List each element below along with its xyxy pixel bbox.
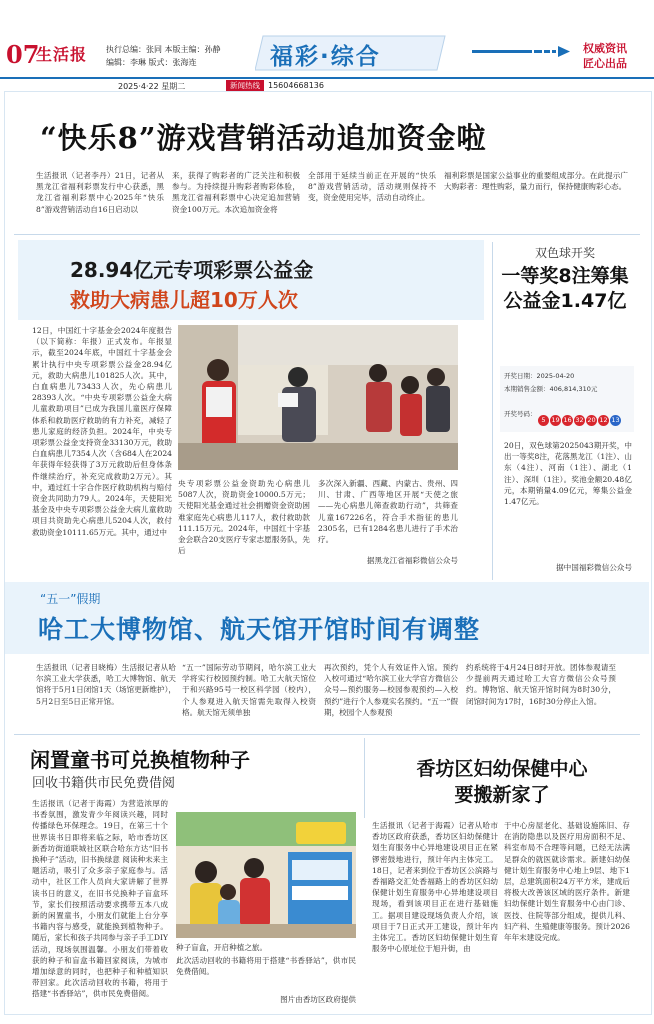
lottery-kicker: 双色球开奖: [534, 246, 595, 260]
article1-col2: 来，获得了购彩者的广泛关注和积极参与。为持续提升购彩者购彩体验，黑龙江省福利彩票中心决定追加营销资金100万元。本次追加资金将: [172, 171, 300, 214]
article1-col3: 全部用于延续当前正在开展的“快乐8”游戏营销活动，活动规则保持不变，资金使用完毕，活动自动终止。: [308, 171, 436, 203]
photo-credit: 图片由香坊区政府提供: [280, 995, 356, 1004]
article3-kicker: “五一”假期: [40, 592, 101, 606]
lottery-balls: [538, 407, 622, 426]
editor-line-2: 编辑：李琳 版式：张海连: [106, 58, 197, 67]
kids-image: [176, 812, 356, 938]
red-ball: 16: [563, 416, 572, 424]
article2-source: 据黑龙江省福彩微信公众号: [366, 556, 458, 565]
hotline-label: 新闻热线: [226, 80, 264, 91]
article4-body: 生活报讯（记者于海霞）为营造浓厚的书香氛围，激发青少年阅读兴趣，同时传播绿色环保理念。19日，在第三十个世界读书日即将来临之际，哈市香坊区新香坊街道联城社区联合哈东方达“旧书换种子”活动，旧书换绿意 阅读种未来主题活动，吸引了众多亲子家庭参与。活动中，社区工作人员向大家讲解了世界读书日的意义，在旧书兑换种子盲盒环节，家长们按照活动要求携带五本八成新的闲置童书，小朋友们就能上台分享书籍内容与感受，就能换到植物种子。随后，家长和孩子共同参与亲子手工DIY活动，现场氛围温馨。小朋友们带着收获的种子和盲盒书籍回家阅读，为城市增加绿意的同时，也把种子和种植知识带回家。此次活动回收的书籍，将用于搭建“书香驿站”，供市民免费借阅。: [32, 799, 168, 999]
lottery-sales: 本期销售金额：406,814,310元: [504, 385, 598, 393]
page-number: 07: [6, 40, 40, 69]
lottery-source: 据中国福彩微信公众号: [556, 563, 632, 572]
article3-col4: 约系统将于4月24日8时开放。团体参观请至少提前两天通过哈工大官方微信公众号预约。博物馆、航天馆开馆时间为8时30分，闭馆时间为17时，16时30分停止入馆。: [466, 663, 616, 706]
arrow-decoration: [472, 44, 572, 60]
volunteers-image: [178, 325, 458, 470]
article1-col4: 福利彩票是国家公益事业的重要组成部分。在此提示广大购彩者：理性购彩，量力而行，保持健康购彩心态。: [444, 171, 628, 192]
red-ball: 19: [551, 416, 560, 424]
article2-col1: 12日，中国红十字基金会2024年度报告（以下简称：年报）正式发布。年报显示，截至2024年底，中国红十字基金会累计执行中央专项彩票公益金28.94亿元，救助大病患儿101825人次。其中，白血病患儿73433人次，先心病患儿28393人次。“中央专项彩票公益金大病儿童救助项目”已成为我国儿童医疗保障体系和救助医疗救助的有力补充，减轻了患儿家庭的经济负担。2024年，中央专项彩票公益金支持资金33130万元，救助白血病患儿7354人次（含684人在2024年获得年轻获得了3万元救助后但身体条件继续治疗，补充完成救助2万元）。其中，通过红十字合作医疗救助机构与赔付资金共同助力79人。2024年，天使阳光基金及中央专项彩票公益金大病儿童救助项目共资助先心病患儿5204人次，救付救助资金10111.65万元。其中，通过中: [32, 326, 172, 537]
lottery-draw-date: 开奖日期：2025-04-20: [504, 372, 575, 380]
section-title: 福彩·综合: [270, 44, 381, 70]
red-ball: 32: [575, 416, 584, 424]
article5-headline-1: 香坊区妇幼保健中心: [416, 758, 588, 780]
arrow-icon: [472, 44, 572, 60]
article2-headline-2: 救助大病患儿超10万人次: [70, 288, 298, 312]
slogan-line-1: 权威资讯: [583, 42, 627, 55]
divider: [14, 734, 640, 735]
article1-col1: 生活报讯（记者李丹）21日，记者从黑龙江省福利彩票发行中心获悉，黑龙江省福利彩票中心2025年“快乐8”游戏营销活动自16日启动以: [36, 171, 164, 214]
slogan: [583, 41, 627, 71]
blue-ball: 13: [611, 416, 620, 424]
lottery-body: 20日，双色球第2025043期开奖，中出一等奖8注，花落黑龙江（1注）、山东（4注）、河南（1注）、湖北（1注）、深圳（1注）。奖池金额20.48亿元，本期销量4.09亿元，筹集公益金1.47亿元。: [504, 441, 632, 507]
article3-col2: “五一”国际劳动节期间，哈尔滨工业大学将实行校园预约制。哈工大航天馆位于和兴路95号一校区科学园（校内），个人参观进入航天馆需先取得入校资格。航天馆无须单独: [182, 663, 316, 717]
article1-headline: “快乐8”游戏营销活动追加资金啦: [40, 121, 487, 155]
article4-headline: 闲置童书可兑换植物种子: [30, 748, 250, 772]
article3-col1: 生活报讯（记者目晓梅）生活报记者从哈尔滨工业大学获悉，哈工大博物馆、航天馆将于5月1日闭馆1天（场馆更新维护），5月2日至5日正常开馆。: [36, 663, 176, 706]
article4-subhead: 回收书籍供市民免费借阅: [32, 776, 176, 791]
red-ball: 12: [599, 416, 608, 424]
hotline-number: 15604668136: [268, 81, 324, 90]
paper-logo: 生活报: [36, 45, 88, 64]
lottery-numbers-label: 开奖号码：: [504, 410, 537, 418]
lottery-headline: 一等奖8注筹集公益金1.47亿: [501, 265, 629, 312]
divider: [14, 234, 640, 235]
kids-photo: [176, 812, 356, 938]
article2-caption-col: 央专项彩票公益金资助先心病患儿5087人次，资助资金10000.5万元；天使阳光基金通过社会捐赠资金资助困难家庭先心病患儿117人，救付救助款111.15万元。2024年，中国红十字基金会联合20支医疗专家志愿服务队，先后: [178, 479, 310, 556]
slogan-line-2: 匠心出品: [583, 57, 627, 70]
photo-caption: 种子盲盒，开启种植之旅。: [176, 943, 268, 952]
masthead-rule: [0, 77, 654, 79]
volunteers-photo: [178, 325, 458, 470]
article4-body-b: 此次活动回收的书籍将用于搭建“书香驿站”，供市民免费借阅。: [176, 956, 356, 977]
editor-line-1: 执行总编：张同 本版主编：孙静: [106, 45, 221, 54]
article3-col3: 再次预约，凭个人有效证件入馆。预约入校可通过“哈尔滨工业大学官方微信公众号—预约服务—校园参观预约—入校预约”进行个人参观实名预约。“五一”假期，校园个人参观预: [324, 663, 458, 717]
red-ball: 20: [587, 416, 596, 424]
article5-col1: 生活报讯（记者于海霞）记者从哈市香坊区政府获悉，香坊区妇幼保健计划生育服务中心异地建设项目正在紧锣密鼓地进行，预计年内主体完工。18日，记者来到位于香坊区公滨路与香福路交汇处香福路上的香坊区妇幼保健计划生育服务中心异地建设项目现场，看到该项目正在进行基础施工。据项目建设现场负责人介绍，该项目于7日正式开工建设，预计年内主体完工。香坊区妇幼保健计划生育服务中心原址位于旭升街，由: [372, 821, 498, 954]
article5-col2: 于中心房屋老化、基础设施陈旧、存在消防隐患以及医疗用房面积不足、科室布局不合理等问题，已经无法满足群众的就医就诊需求。新建妇幼保健计划生育服务中心地上9层、地下1层，总建筑面积24万平方米，建成后将极大改善该区域的医疗条件。新建妇幼保健计划生育服务中心由门诊、医技、住院等部分组成，提供儿科、妇产科、生殖健康等服务。预计2026年年末建设完成。: [504, 821, 630, 943]
article2-headline-1: 28.94亿元专项彩票公益金: [70, 258, 314, 282]
article2-caption-col2: 多次深入新疆、西藏、内蒙古、贵州、四川、甘肃、广西等地区开展“天使之旅——先心病患儿筛查救助行动”，共筛查儿童167226名，符合手术指征的患儿2305名，已有1284名患儿进行了手术治疗。: [318, 479, 458, 545]
article3-headline: 哈工大博物馆、航天馆开馆时间有调整: [38, 615, 481, 644]
issue-date: 2025·4·22 星期二: [118, 82, 186, 91]
red-ball: 5: [538, 415, 549, 426]
article5-headline-2: 要搬新家了: [454, 784, 550, 806]
